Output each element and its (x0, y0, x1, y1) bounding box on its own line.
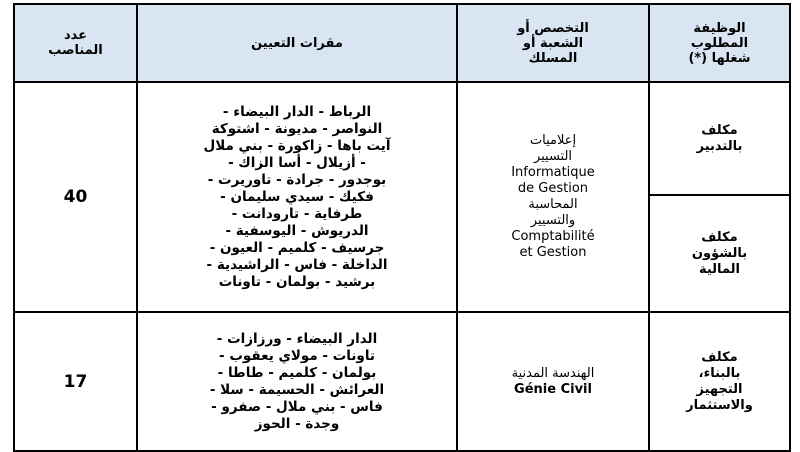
locations-cell (137, 82, 457, 312)
job-cell (649, 195, 790, 312)
header-specialty-line: الشعبة أو (522, 35, 584, 51)
post-count-cell (14, 82, 137, 312)
header-specialty-line: المسلك (528, 50, 578, 66)
job-posts-table (13, 3, 791, 452)
specialty-line: والتسيير (530, 213, 576, 228)
header-row (14, 4, 790, 82)
job-title-line: بالتدبير (696, 138, 743, 154)
header-job-line: المطلوب (690, 35, 749, 51)
specialty-line: de Gestion (517, 181, 589, 196)
specialty-line: إعلاميات (529, 133, 577, 148)
location-line: طرفاية - تارودانت - (231, 205, 363, 222)
location-line: برشيد - بولمان - تاونات (218, 273, 376, 290)
post-count: 40 (63, 187, 88, 207)
job-cell (649, 82, 790, 195)
specialty-line: Comptabilité (511, 229, 595, 244)
specialty-cell (457, 312, 649, 451)
specialty-line: الهندسة المدنية (511, 365, 595, 381)
location-line: وجدة - الحوز (254, 415, 340, 432)
location-line: فاس - بني ملال - صفرو - (211, 398, 383, 415)
job-cell (649, 312, 790, 451)
post-count: 17 (63, 371, 88, 392)
job-title-line: بالبناء، (698, 365, 741, 381)
job-title-line: مكلف (701, 349, 738, 365)
header-specialty (457, 4, 649, 82)
location-line: العرائش - الحسيمة - سلا - (209, 381, 385, 398)
specialty-line: المحاسبة (528, 197, 578, 212)
specialty-line: التسيير (533, 149, 573, 164)
header-specialty-line: التخصص أو (517, 20, 589, 36)
location-line: الداخلة - فاس - الراشيدية - (206, 256, 388, 273)
specialty-cell (457, 82, 649, 312)
header-count-line: المناصب (48, 43, 103, 58)
header-count-line: عدد (63, 28, 88, 43)
specialty-line: Génie Civil (514, 381, 592, 397)
location-line: فكيك - سيدي سليمان - (220, 188, 374, 205)
location-line: تاونات - مولاي يعقوب - (219, 347, 375, 364)
job-title-line: مكلف (701, 229, 738, 245)
header-locations-line: مقرات التعيين (251, 35, 343, 51)
location-line: - أزيلال - أسا الزاك - (228, 154, 366, 171)
job-title-line: المالية (698, 261, 740, 277)
location-line: الدار البيضاء - ورزازات - (216, 330, 378, 347)
header-job (649, 4, 790, 82)
specialty-line: Informatique (511, 165, 595, 180)
header-job-line: الوظيفة (693, 20, 746, 36)
location-line: الرباط - الدار البيضاء - (222, 103, 372, 120)
job-title-line: بالشؤون (691, 245, 748, 261)
location-line: بولمان - كلميم - طاطا - (217, 364, 377, 381)
header-locations (137, 4, 457, 82)
location-line: جرسيف - كلميم - العيون - (209, 239, 385, 256)
location-line: الدريوش - اليوسفية - (225, 222, 369, 239)
table-row (14, 312, 790, 451)
specialty-line: et Gestion (519, 245, 587, 260)
locations-cell (137, 312, 457, 451)
header-job-line: شغلها (*) (688, 50, 751, 66)
location-line: آيت باها - زاكورة - بني ملال (203, 137, 391, 154)
job-title-line: التجهيز (696, 381, 743, 397)
job-title-line: والاستثمار (686, 397, 753, 413)
job-title-line: مكلف (701, 122, 738, 138)
post-count-cell (14, 312, 137, 451)
location-line: النواصر - مديونة - اشتوكة (211, 120, 383, 137)
header-count (14, 4, 137, 82)
location-line: بوجدور - جرادة - تاوريرت - (207, 171, 387, 188)
table-row (14, 82, 790, 195)
